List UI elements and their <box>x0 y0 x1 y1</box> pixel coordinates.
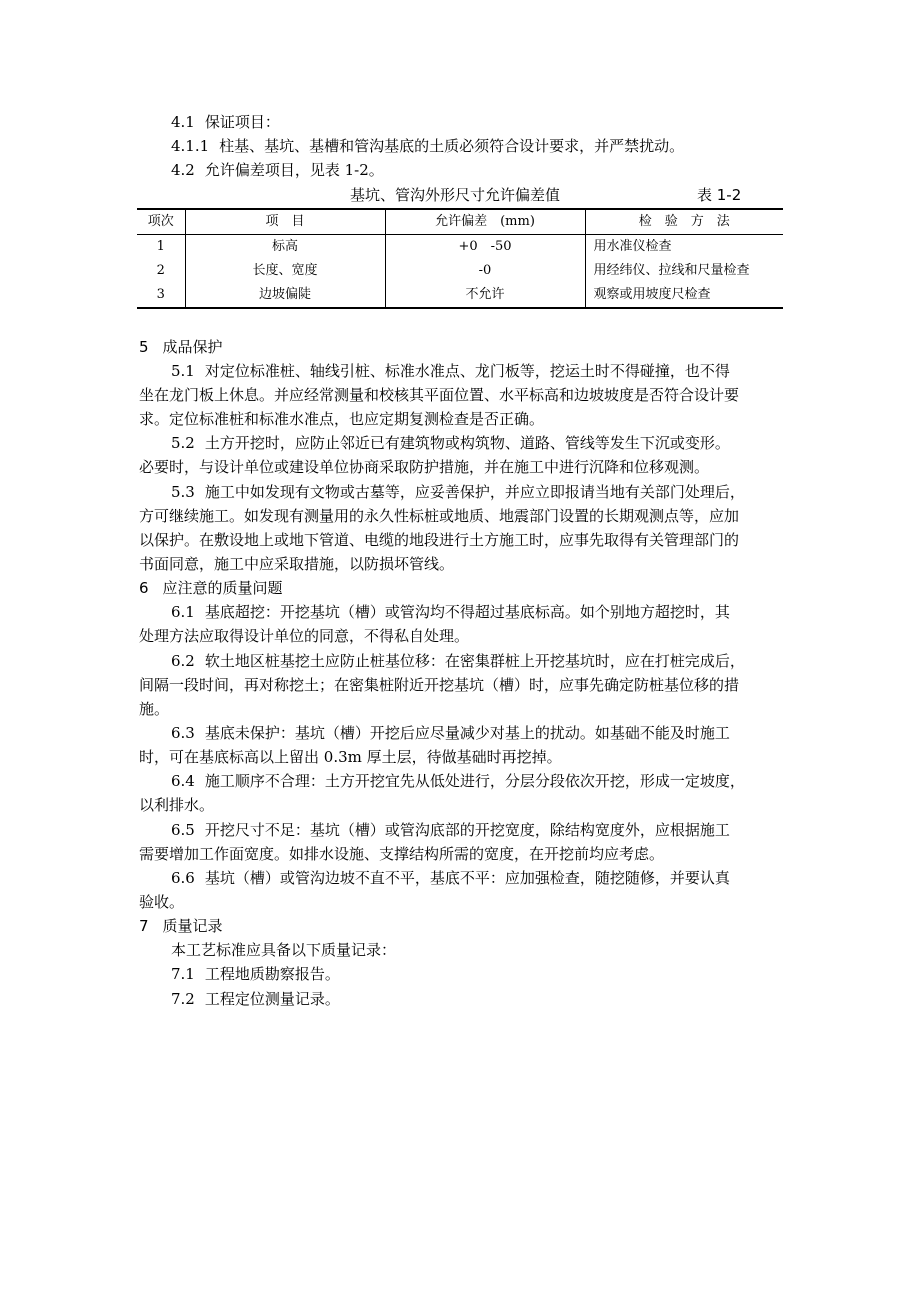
paragraph-line: 以保护。在敷设地上或地下管道、电缆的地段进行土方施工时，应事先取得有关管理部门的 <box>139 531 740 549</box>
clause-text: 工程定位测量记录。 <box>204 990 340 1008</box>
clause-text: 开挖尺寸不足：基坑（槽）或管沟底部的开挖宽度，除结构宽度外，应根据施工 <box>204 821 730 839</box>
clause-6-4 <box>171 770 745 792</box>
clause-text: 施工顺序不合理：土方开挖宜先从低处进行，分层分段依次开挖，形成一定坡度， <box>204 772 745 790</box>
cell-no: 1 <box>137 235 185 260</box>
cell-tolerance: 不允许 <box>385 283 585 308</box>
clause-number: 6.6 <box>171 869 195 887</box>
clause-number: 7.2 <box>171 990 195 1008</box>
section-7-heading <box>139 915 223 937</box>
cell-tolerance: +0 -50 <box>385 235 585 260</box>
paragraph-line: 书面同意，施工中应采取措施，以防损坏管线。 <box>139 555 455 573</box>
clause-text: 保证项目： <box>204 113 280 131</box>
section-title: 质量记录 <box>162 917 223 935</box>
clause-number: 4.1 <box>171 113 195 131</box>
clause-number: 4.2 <box>171 161 195 179</box>
clause-number: 7.1 <box>171 965 195 983</box>
clause-6-1 <box>171 601 730 623</box>
paragraph-line: 间隔一段时间，再对称挖土；在密集桩附近开挖基坑（槽）时，应事先确定防桩基位移的措 <box>139 676 740 694</box>
cell-no: 3 <box>137 283 185 308</box>
clause-4-1 <box>171 111 280 133</box>
section-number: 6 <box>139 579 149 597</box>
clause-number: 6.2 <box>171 652 195 670</box>
table-row <box>137 235 783 260</box>
table-row <box>137 259 783 283</box>
tolerance-table <box>137 208 783 309</box>
section-7-intro: 本工艺标准应具备以下质量记录： <box>171 941 397 959</box>
clause-text: 土方开挖时，应防止邻近已有建筑物或构筑物、道路、管线等发生下沉或变形。 <box>204 434 730 452</box>
clause-number: 5.1 <box>171 362 195 380</box>
clause-number: 6.5 <box>171 821 195 839</box>
table-header-row <box>137 209 783 235</box>
section-number: 7 <box>139 917 149 935</box>
paragraph-line: 时，可在基底标高以上留出 0.3m 厚土层，待做基础时再挖掉。 <box>139 748 562 766</box>
col-header-item: 项 目 <box>185 209 385 235</box>
clause-4-1-1 <box>171 135 684 157</box>
cell-method: 观察或用坡度尺检查 <box>585 283 783 308</box>
table-number: 表 1-2 <box>697 186 742 204</box>
paragraph-line: 以利排水。 <box>139 796 215 814</box>
clause-5-1 <box>171 360 730 382</box>
cell-no: 2 <box>137 259 185 283</box>
clause-text: 软土地区桩基挖土应防止桩基位移：在密集群桩上开挖基坑时，应在打桩完成后， <box>204 652 745 670</box>
clause-5-2 <box>171 432 730 454</box>
clause-number: 4.1.1 <box>171 137 210 155</box>
table-row <box>137 283 783 308</box>
paragraph-line: 必要时，与设计单位或建设单位协商采取防护措施，并在施工中进行沉降和位移观测。 <box>139 458 710 476</box>
cell-method: 用经纬仪、拉线和尺量检查 <box>585 259 783 283</box>
clause-number: 6.4 <box>171 772 195 790</box>
clause-number: 6.3 <box>171 724 195 742</box>
clause-number: 5.2 <box>171 434 195 452</box>
section-title: 成品保护 <box>162 338 223 356</box>
paragraph-line: 需要增加工作面宽度。如排水设施、支撑结构所需的宽度，在开挖前均应考虑。 <box>139 845 665 863</box>
table-title: 基坑、管沟外形尺寸允许偏差值 <box>350 186 561 204</box>
table-caption <box>0 184 920 206</box>
paragraph-line: 施。 <box>139 700 170 718</box>
clause-text: 允许偏差项目，见表 1-2。 <box>204 161 384 179</box>
clause-6-2 <box>171 650 745 672</box>
clause-text: 工程地质勘察报告。 <box>204 965 340 983</box>
clause-text: 对定位标准桩、轴线引桩、标准水准点、龙门板等，挖运土时不得碰撞，也不得 <box>204 362 730 380</box>
clause-5-3 <box>171 481 745 503</box>
clause-6-6 <box>171 867 730 889</box>
clause-7-1 <box>171 963 340 985</box>
cell-item: 标高 <box>185 235 385 260</box>
cell-tolerance: -0 <box>385 259 585 283</box>
clause-number: 6.1 <box>171 603 195 621</box>
col-header-tolerance: 允许偏差 (mm) <box>385 209 585 235</box>
cell-method: 用水准仪检查 <box>585 235 783 260</box>
clause-4-2 <box>171 159 384 181</box>
clause-6-5 <box>171 819 730 841</box>
section-6-heading <box>139 577 283 599</box>
paragraph-line: 验收。 <box>139 893 185 911</box>
col-header-method: 检 验 方 法 <box>585 209 783 235</box>
section-5-heading <box>139 336 223 358</box>
paragraph-line: 处理方法应取得设计单位的同意，不得私自处理。 <box>139 627 470 645</box>
clause-6-3 <box>171 722 730 744</box>
paragraph-line: 坐在龙门板上休息。并应经常测量和校核其平面位置、水平标高和边坡坡度是否符合设计要 <box>139 386 740 404</box>
clause-number: 5.3 <box>171 483 195 501</box>
paragraph-line: 方可继续施工。如发现有测量用的永久性标桩或地质、地震部门设置的长期观测点等，应加 <box>139 507 740 525</box>
section-number: 5 <box>139 338 149 356</box>
clause-text: 基底超挖：开挖基坑（槽）或管沟均不得超过基底标高。如个别地方超挖时，其 <box>204 603 730 621</box>
clause-text: 基坑（槽）或管沟边坡不直不平，基底不平：应加强检查，随挖随修，并要认真 <box>204 869 730 887</box>
cell-item: 边坡偏陡 <box>185 283 385 308</box>
cell-item: 长度、宽度 <box>185 259 385 283</box>
col-header-no: 项次 <box>137 209 185 235</box>
clause-text: 柱基、基坑、基槽和管沟基底的土质必须符合设计要求，并严禁扰动。 <box>219 137 685 155</box>
clause-7-2 <box>171 988 340 1010</box>
clause-text: 基底未保护：基坑（槽）开挖后应尽量减少对基上的扰动。如基础不能及时施工 <box>204 724 730 742</box>
section-title: 应注意的质量问题 <box>162 579 283 597</box>
paragraph-line: 求。定位标准桩和标准水准点，也应定期复测检查是否正确。 <box>139 410 545 428</box>
clause-text: 施工中如发现有文物或古墓等，应妥善保护，并应立即报请当地有关部门处理后， <box>204 483 745 501</box>
